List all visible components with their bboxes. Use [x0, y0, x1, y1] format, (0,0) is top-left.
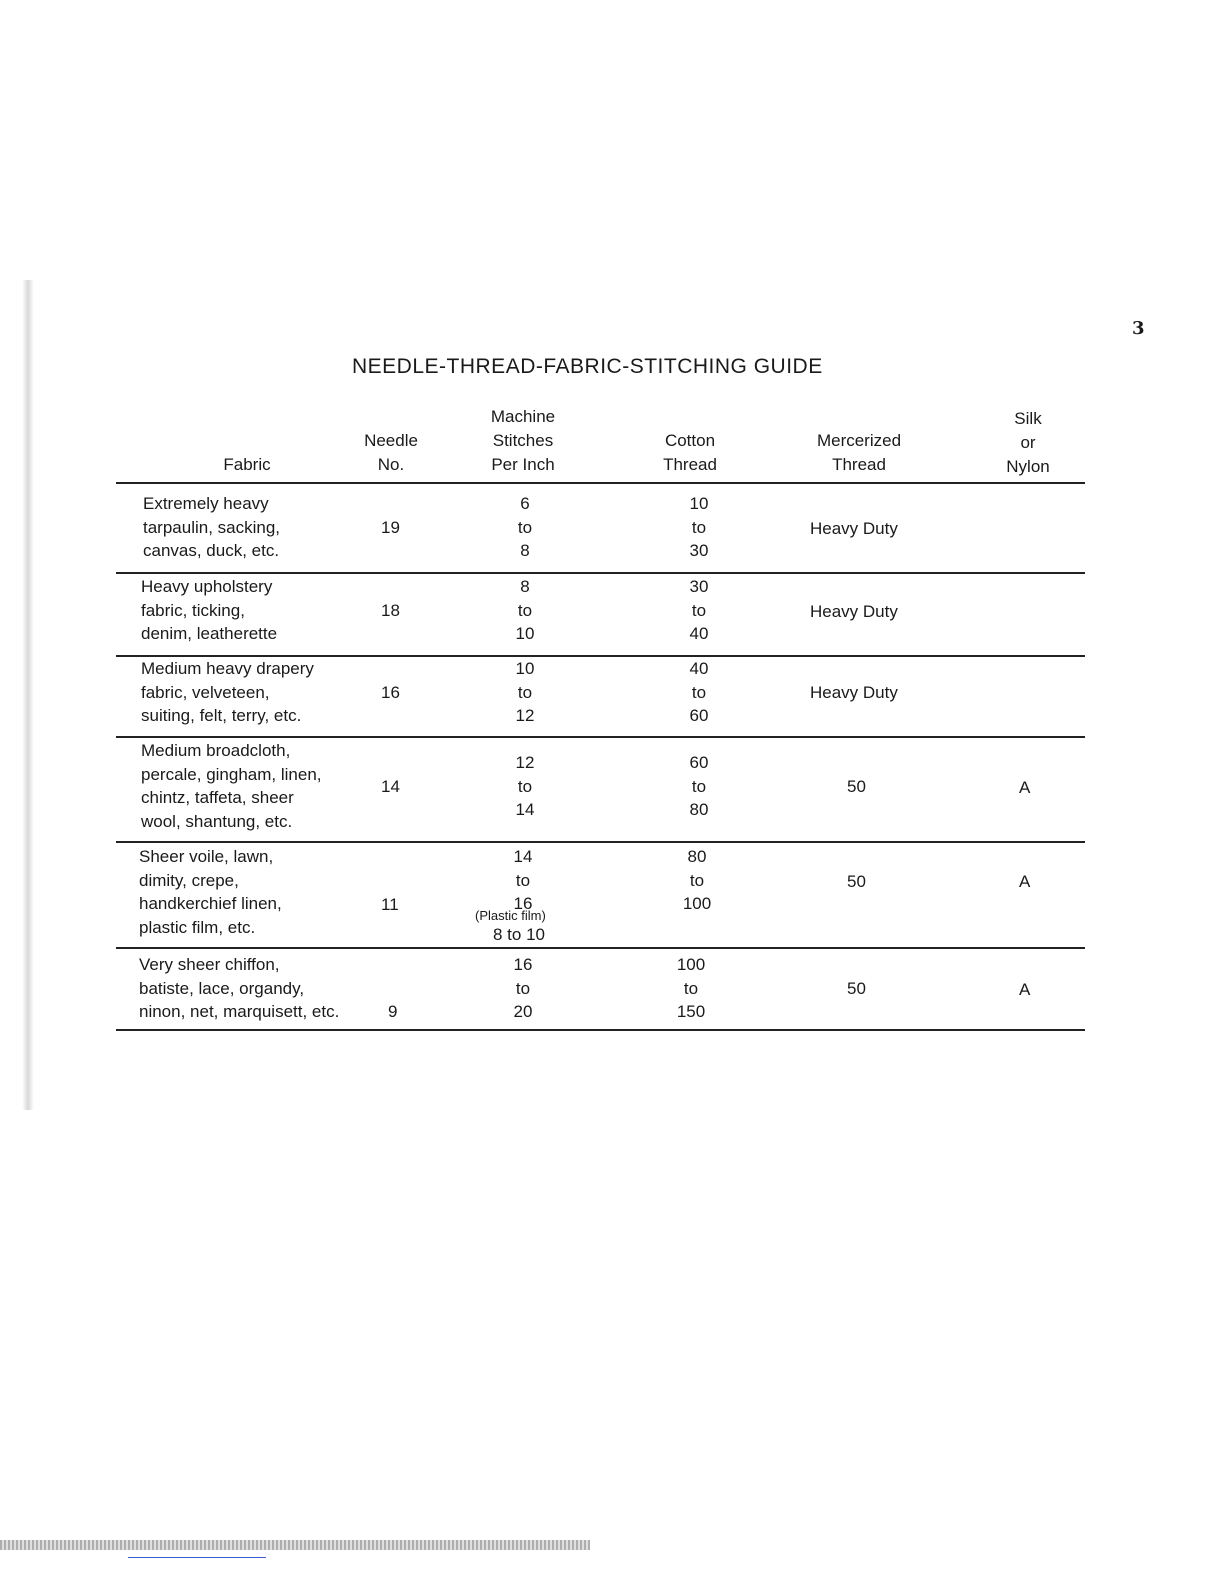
stitches-cell: 8 to 10 — [515, 577, 535, 643]
needle-cell: 11 — [381, 895, 399, 914]
stitches-cell: 14 to 16 — [513, 847, 533, 913]
fabric-cell: Medium heavy drapery fabric, velveteen, suiting, felt, terry, etc. — [141, 659, 314, 725]
fabric-cell: Sheer voile, lawn, dimity, crepe, handkerchief linen, plastic film, etc. — [139, 847, 282, 937]
needle-cell: 18 — [381, 601, 400, 620]
needle-cell: 9 — [388, 1002, 398, 1021]
scan-shadow-left — [22, 280, 34, 1110]
cotton-cell: 80 to 100 — [682, 847, 712, 913]
mercerized-cell: Heavy Duty — [810, 602, 898, 621]
scan-artifact-line — [128, 1557, 266, 1558]
mercerized-cell: 50 — [847, 872, 866, 891]
silk-nylon-cell: A — [1019, 778, 1031, 797]
header-needle-no: Needle No. — [364, 431, 418, 474]
plastic-film-note: (Plastic film) — [475, 908, 546, 923]
cotton-cell: 40 to 60 — [689, 659, 709, 725]
cotton-cell: 10 to 30 — [689, 494, 709, 560]
page-number: 3 — [1132, 318, 1145, 339]
needle-cell: 16 — [381, 683, 400, 702]
row-divider — [116, 572, 1085, 574]
silk-nylon-cell: A — [1019, 980, 1031, 999]
plastic-film-stitches: 8 to 10 — [493, 925, 545, 944]
page-title: NEEDLE-THREAD-FABRIC-STITCHING GUIDE — [352, 355, 823, 378]
header-silk-or-nylon: Silk or Nylon — [1006, 409, 1050, 476]
silk-nylon-cell: A — [1019, 872, 1031, 891]
cotton-cell: 100 to 150 — [676, 955, 706, 1021]
row-divider — [116, 947, 1085, 949]
table-bottom-rule — [116, 1029, 1085, 1031]
fabric-cell: Heavy upholstery fabric, ticking, denim, leatherette — [141, 577, 278, 643]
row-divider — [116, 736, 1085, 738]
stitches-cell: 16 to 20 — [513, 955, 533, 1021]
mercerized-cell: Heavy Duty — [810, 683, 898, 702]
fabric-cell: Very sheer chiffon, batiste, lace, organdy, ninon, net, marquisett, etc. — [139, 955, 340, 1021]
scan-shadow-bottom — [0, 1540, 590, 1550]
stitches-cell: 10 to 12 — [515, 659, 535, 725]
mercerized-cell: 50 — [847, 777, 866, 796]
needle-cell: 19 — [381, 518, 400, 537]
header-cotton-thread: Cotton Thread — [663, 431, 717, 474]
stitches-cell: 12 to 14 — [515, 753, 535, 819]
mercerized-cell: Heavy Duty — [810, 519, 898, 538]
header-mercerized-thread: Mercerized Thread — [816, 431, 902, 474]
cotton-cell: 30 to 40 — [689, 577, 709, 643]
header-stitches-per-inch: Machine Stitches Per Inch — [490, 407, 556, 474]
fabric-cell: Medium broadcloth, percale, gingham, linen, chintz, taffeta, sheer wool, shantung, etc. — [141, 741, 322, 831]
header-rule — [116, 482, 1085, 484]
needle-cell: 14 — [381, 777, 400, 796]
cotton-cell: 60 to 80 — [689, 753, 709, 819]
mercerized-cell: 50 — [847, 979, 866, 998]
row-divider — [116, 841, 1085, 843]
header-fabric: Fabric — [223, 455, 271, 474]
stitches-cell: 6 to 8 — [517, 494, 533, 560]
fabric-cell: Extremely heavy tarpaulin, sacking, canvas, duck, etc. — [143, 494, 281, 560]
